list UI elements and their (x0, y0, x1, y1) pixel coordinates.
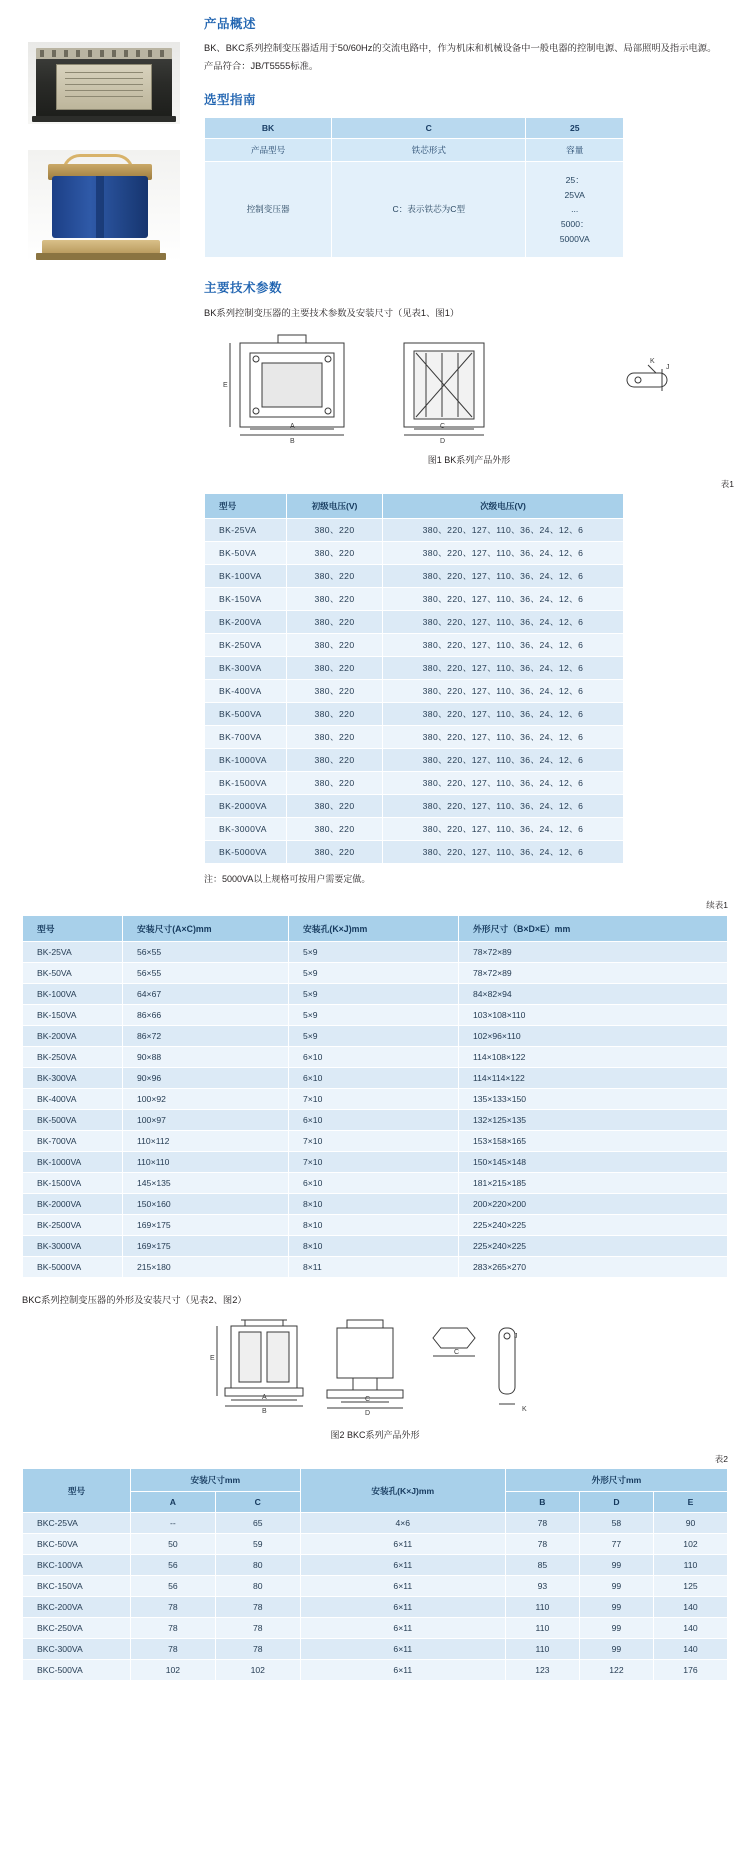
table-row (23, 1555, 728, 1576)
cell-model: BK-250VA (205, 634, 287, 657)
table-1-th-primary: 初级电压(V) (287, 494, 383, 519)
cell-a: 78 (131, 1597, 216, 1618)
cell-hole: 5×9 (289, 942, 459, 963)
cell-hole: 6×10 (289, 1068, 459, 1089)
cell-primary: 380、220 (287, 703, 383, 726)
cell-d: 99 (579, 1576, 653, 1597)
th-model: 型号 (23, 916, 123, 942)
cell-outline: 283×265×270 (459, 1257, 728, 1278)
cell-model: BK-2500VA (23, 1215, 123, 1236)
top-section (22, 14, 734, 885)
figure-1-svg (204, 329, 734, 447)
table-row (23, 1110, 728, 1131)
cell-model: BK-25VA (23, 942, 123, 963)
cell-mounting: 64×67 (123, 984, 289, 1005)
bkc-base-clamp (42, 240, 160, 254)
table-row (205, 657, 624, 680)
cell-secondary: 380、220、127、110、36、24、12、6 (383, 772, 624, 795)
cell-hole: 6×10 (289, 1173, 459, 1194)
cell-hole: 8×10 (289, 1194, 459, 1215)
th-mounting-hole: 安装孔(K×J)mm (289, 916, 459, 942)
cell-hole: 8×10 (289, 1236, 459, 1257)
cell-hole: 6×11 (300, 1534, 505, 1555)
cell-model: BK-50VA (205, 542, 287, 565)
cell-mounting: 90×88 (123, 1047, 289, 1068)
cell-model: BK-700VA (23, 1131, 123, 1152)
cell-model: BK-100VA (23, 984, 123, 1005)
cell-model: BK-2000VA (23, 1194, 123, 1215)
table-row (23, 984, 728, 1005)
capacity-line-4: 5000： (560, 218, 589, 229)
cell-model: BKC-500VA (23, 1660, 131, 1681)
capacity-line-3: ... (571, 204, 579, 215)
selection-header-row (205, 118, 624, 139)
cell-mounting: 150×160 (123, 1194, 289, 1215)
cell-outline: 84×82×94 (459, 984, 728, 1005)
selection-header-bk: BK (205, 118, 332, 139)
cell-primary: 380、220 (287, 795, 383, 818)
table-row (205, 634, 624, 657)
cell-hole: 7×10 (289, 1152, 459, 1173)
cell-model: BK-200VA (23, 1026, 123, 1047)
cell-a: 56 (131, 1576, 216, 1597)
cell-hole: 6×11 (300, 1660, 505, 1681)
selection-sub-core: 铁芯形式 (332, 139, 526, 162)
table-row (205, 772, 624, 795)
cell-d: 77 (579, 1534, 653, 1555)
capacity-line-5: 5000VA (559, 233, 590, 244)
cell-e: 110 (653, 1555, 727, 1576)
th-b: B (505, 1492, 579, 1513)
table-row (23, 942, 728, 963)
cell-model: BKC-25VA (23, 1513, 131, 1534)
cell-c: 65 (215, 1513, 300, 1534)
product-photo-column (22, 14, 198, 262)
table-1-th-model: 型号 (205, 494, 287, 519)
table-row (205, 611, 624, 634)
table-row (205, 749, 624, 772)
table-row (23, 1660, 728, 1681)
cell-mounting: 90×96 (123, 1068, 289, 1089)
cell-mounting: 86×72 (123, 1026, 289, 1047)
th-e: E (653, 1492, 727, 1513)
cell-model: BKC-100VA (23, 1555, 131, 1576)
cell-outline: 200×220×200 (459, 1194, 728, 1215)
table-1-header-row (205, 494, 624, 519)
selection-body-core: C：表示铁芯为C型 (332, 162, 526, 258)
cell-e: 90 (653, 1513, 727, 1534)
selection-body-capacity (526, 162, 624, 258)
selection-sub-capacity: 容量 (526, 139, 624, 162)
table-row (205, 841, 624, 864)
cell-secondary: 380、220、127、110、36、24、12、6 (383, 726, 624, 749)
cell-hole: 7×10 (289, 1131, 459, 1152)
svg-text:E: E (210, 1355, 215, 1363)
figure-1-caption: 图1 BK系列产品外形 (427, 455, 511, 466)
cell-model: BKC-150VA (23, 1576, 131, 1597)
overview-text (204, 41, 734, 74)
bk-mounting-foot (32, 116, 176, 122)
cell-d: 99 (579, 1597, 653, 1618)
cell-outline: 114×108×122 (459, 1047, 728, 1068)
cell-outline: 114×114×122 (459, 1068, 728, 1089)
cell-model: BK-2000VA (205, 795, 287, 818)
cell-model: BK-3000VA (23, 1236, 123, 1257)
cell-d: 122 (579, 1660, 653, 1681)
cell-b: 123 (505, 1660, 579, 1681)
table-1-cont-label: 续表1 (706, 900, 728, 911)
table-row (23, 1026, 728, 1047)
cell-model: BK-700VA (205, 726, 287, 749)
cell-primary: 380、220 (287, 657, 383, 680)
cell-primary: 380、220 (287, 772, 383, 795)
cell-primary: 380、220 (287, 542, 383, 565)
cell-hole: 6×10 (289, 1047, 459, 1068)
cell-e: 102 (653, 1534, 727, 1555)
cell-mounting: 145×135 (123, 1173, 289, 1194)
capacity-line-2: 25VA (564, 189, 585, 200)
cell-hole: 5×9 (289, 984, 459, 1005)
selection-header-25: 25 (526, 118, 624, 139)
svg-text:K: K (650, 358, 655, 366)
table-row (23, 1513, 728, 1534)
cell-outline: 78×72×89 (459, 963, 728, 984)
cell-model: BK-300VA (23, 1068, 123, 1089)
cell-model: BK-500VA (205, 703, 287, 726)
overview-paragraph-2: 产品符合：JB/T5555标准。 (204, 61, 319, 72)
cell-hole: 8×11 (289, 1257, 459, 1278)
cell-c: 80 (215, 1555, 300, 1576)
cell-b: 110 (505, 1597, 579, 1618)
table-row (23, 1194, 728, 1215)
cell-outline: 102×96×110 (459, 1026, 728, 1047)
table-row (205, 818, 624, 841)
cell-a: -- (131, 1513, 216, 1534)
cell-e: 140 (653, 1618, 727, 1639)
cell-c: 59 (215, 1534, 300, 1555)
table-2-body (23, 1513, 728, 1681)
table-row (23, 1068, 728, 1089)
table-row (23, 1236, 728, 1257)
cell-secondary: 380、220、127、110、36、24、12、6 (383, 657, 624, 680)
cell-e: 140 (653, 1639, 727, 1660)
cell-outline: 150×145×148 (459, 1152, 728, 1173)
selection-heading: 选型指南 (204, 93, 257, 108)
svg-text:K: K (522, 1406, 527, 1414)
cell-model: BK-5000VA (205, 841, 287, 864)
cell-hole: 6×11 (300, 1618, 505, 1639)
cell-model: BKC-250VA (23, 1618, 131, 1639)
cell-mounting: 56×55 (123, 963, 289, 984)
table-2-group-header-row (23, 1469, 728, 1492)
svg-text:E: E (223, 382, 228, 390)
product-photo-bk (28, 42, 180, 124)
table-row (205, 519, 624, 542)
table-1-bk-voltages (204, 493, 624, 864)
cell-hole: 6×11 (300, 1639, 505, 1660)
cell-hole: 5×9 (289, 1005, 459, 1026)
th-d: D (579, 1492, 653, 1513)
cell-d: 58 (579, 1513, 653, 1534)
cell-secondary: 380、220、127、110、36、24、12、6 (383, 795, 624, 818)
table-row (23, 1576, 728, 1597)
table-row (205, 542, 624, 565)
selection-body-row (205, 162, 624, 258)
cell-b: 110 (505, 1639, 579, 1660)
table-1-label: 表1 (720, 479, 734, 490)
cell-model: BK-500VA (23, 1110, 123, 1131)
th-mounting-size: 安装尺寸mm (131, 1469, 301, 1492)
selection-sub-model: 产品型号 (205, 139, 332, 162)
params-intro: BK系列控制变压器的主要技术参数及安装尺寸（见表1、图1） (204, 308, 460, 319)
table-row (23, 1047, 728, 1068)
overview-paragraph-1: BK、BKC系列控制变压器适用于50/60Hz的交流电路中，作为机床和机械设备中一般电器的控制电源、局部照明及指示电源。 (204, 43, 717, 53)
th-mounting-hole: 安装孔(K×J)mm (300, 1469, 505, 1513)
cell-primary: 380、220 (287, 565, 383, 588)
cell-model: BK-3000VA (205, 818, 287, 841)
overview-column (198, 14, 734, 885)
figure-2-drawings (22, 1312, 728, 1424)
cell-outline: 78×72×89 (459, 942, 728, 963)
cell-outline: 225×240×225 (459, 1236, 728, 1257)
table-row (205, 795, 624, 818)
cell-mounting: 56×55 (123, 942, 289, 963)
cell-model: BK-1500VA (23, 1173, 123, 1194)
cell-secondary: 380、220、127、110、36、24、12、6 (383, 680, 624, 703)
svg-text:J: J (666, 364, 670, 372)
bk-terminal-strip (36, 48, 172, 59)
cell-secondary: 380、220、127、110、36、24、12、6 (383, 588, 624, 611)
cell-model: BKC-200VA (23, 1597, 131, 1618)
table-1-note: 注：5000VA以上规格可按用户需要定做。 (204, 874, 371, 885)
cell-hole: 6×11 (300, 1555, 505, 1576)
cell-model: BK-1500VA (205, 772, 287, 795)
cell-a: 78 (131, 1639, 216, 1660)
cell-model: BK-50VA (23, 963, 123, 984)
table-1-th-secondary: 次级电压(V) (383, 494, 624, 519)
table-row (23, 1152, 728, 1173)
bkc-mounting-foot (36, 253, 166, 260)
cell-outline: 103×108×110 (459, 1005, 728, 1026)
cell-primary: 380、220 (287, 726, 383, 749)
cell-e: 125 (653, 1576, 727, 1597)
cell-c: 78 (215, 1597, 300, 1618)
cell-model: BK-150VA (205, 588, 287, 611)
cell-a: 102 (131, 1660, 216, 1681)
overview-heading: 产品概述 (204, 17, 257, 31)
cell-outline: 225×240×225 (459, 1215, 728, 1236)
cell-model: BK-5000VA (23, 1257, 123, 1278)
table-row (23, 1597, 728, 1618)
capacity-line-1: 25： (565, 175, 584, 186)
th-outline-size: 外形尺寸mm (505, 1469, 727, 1492)
cell-hole: 7×10 (289, 1089, 459, 1110)
cell-primary: 380、220 (287, 841, 383, 864)
cell-hole: 5×9 (289, 1026, 459, 1047)
cell-mounting: 169×175 (123, 1215, 289, 1236)
cell-b: 85 (505, 1555, 579, 1576)
table-1-continued-dimensions (22, 915, 728, 1278)
cell-d: 99 (579, 1639, 653, 1660)
cell-primary: 380、220 (287, 588, 383, 611)
selection-header-c: C (332, 118, 526, 139)
cell-hole: 6×11 (300, 1597, 505, 1618)
cell-primary: 380、220 (287, 611, 383, 634)
cell-e: 176 (653, 1660, 727, 1681)
table-row (23, 1257, 728, 1278)
cell-model: BK-1000VA (205, 749, 287, 772)
table-row (23, 1005, 728, 1026)
cell-b: 78 (505, 1513, 579, 1534)
th-outline-size: 外形尺寸（B×D×E）mm (459, 916, 728, 942)
cell-c: 78 (215, 1639, 300, 1660)
figure-2-svg (22, 1312, 728, 1422)
svg-text:C: C (454, 1349, 460, 1357)
cell-secondary: 380、220、127、110、36、24、12、6 (383, 818, 624, 841)
bkc-intro: BKC系列控制变压器的外形及安装尺寸（见表2、图2） (22, 1295, 247, 1306)
svg-text:C: C (365, 1396, 371, 1404)
table-row (205, 726, 624, 749)
cell-e: 140 (653, 1597, 727, 1618)
cell-c: 78 (215, 1618, 300, 1639)
svg-text:A: A (262, 1394, 267, 1402)
th-model: 型号 (23, 1469, 131, 1513)
bk-transformer-core (56, 64, 152, 110)
table-row (23, 1089, 728, 1110)
table-row (23, 1173, 728, 1194)
svg-text:C: C (440, 423, 446, 431)
th-c: C (215, 1492, 300, 1513)
params-heading: 主要技术参数 (204, 281, 283, 296)
cell-primary: 380、220 (287, 519, 383, 542)
cell-hole: 5×9 (289, 963, 459, 984)
cell-secondary: 380、220、127、110、36、24、12、6 (383, 841, 624, 864)
table-row (23, 1215, 728, 1236)
table-row (23, 1131, 728, 1152)
cell-model: BK-400VA (23, 1089, 123, 1110)
cell-c: 102 (215, 1660, 300, 1681)
cell-outline: 135×133×150 (459, 1089, 728, 1110)
table-row (23, 1618, 728, 1639)
cell-d: 99 (579, 1555, 653, 1576)
figure-1-drawings (204, 329, 734, 449)
cell-mounting: 110×110 (123, 1152, 289, 1173)
table-2-bkc-dimensions (22, 1468, 728, 1681)
cell-hole: 6×10 (289, 1110, 459, 1131)
table-1-body (205, 519, 624, 864)
table-1-cont-header-row (23, 916, 728, 942)
cell-outline: 181×215×185 (459, 1173, 728, 1194)
cell-model: BK-250VA (23, 1047, 123, 1068)
cell-a: 50 (131, 1534, 216, 1555)
cell-a: 56 (131, 1555, 216, 1576)
cell-a: 78 (131, 1618, 216, 1639)
cell-primary: 380、220 (287, 749, 383, 772)
selection-body-model: 控制变压器 (205, 162, 332, 258)
cell-secondary: 380、220、127、110、36、24、12、6 (383, 634, 624, 657)
cell-d: 99 (579, 1618, 653, 1639)
th-a: A (131, 1492, 216, 1513)
cell-model: BK-25VA (205, 519, 287, 542)
selection-subheader-row (205, 139, 624, 162)
table-row (23, 1534, 728, 1555)
table-row (205, 680, 624, 703)
figure-2-caption: 图2 BKC系列产品外形 (330, 1430, 420, 1441)
cell-mounting: 169×175 (123, 1236, 289, 1257)
svg-text:A: A (290, 423, 295, 431)
cell-hole: 8×10 (289, 1215, 459, 1236)
cell-model: BKC-300VA (23, 1639, 131, 1660)
cell-hole: 6×11 (300, 1576, 505, 1597)
svg-text:B: B (290, 438, 295, 446)
table-row (23, 1639, 728, 1660)
cell-mounting: 86×66 (123, 1005, 289, 1026)
cell-primary: 380、220 (287, 680, 383, 703)
cell-model: BK-300VA (205, 657, 287, 680)
table-row (23, 963, 728, 984)
cell-mounting: 110×112 (123, 1131, 289, 1152)
cell-outline: 132×125×135 (459, 1110, 728, 1131)
cell-secondary: 380、220、127、110、36、24、12、6 (383, 611, 624, 634)
cell-c: 80 (215, 1576, 300, 1597)
cell-hole: 4×6 (300, 1513, 505, 1534)
cell-primary: 380、220 (287, 818, 383, 841)
svg-text:J: J (514, 1333, 518, 1341)
cell-secondary: 380、220、127、110、36、24、12、6 (383, 519, 624, 542)
cell-model: BK-200VA (205, 611, 287, 634)
svg-text:D: D (440, 438, 446, 446)
cell-secondary: 380、220、127、110、36、24、12、6 (383, 565, 624, 588)
cell-outline: 153×158×165 (459, 1131, 728, 1152)
th-mounting-size: 安装尺寸(A×C)mm (123, 916, 289, 942)
cell-model: BK-1000VA (23, 1152, 123, 1173)
cell-model: BK-400VA (205, 680, 287, 703)
cell-secondary: 380、220、127、110、36、24、12、6 (383, 542, 624, 565)
cell-mounting: 100×97 (123, 1110, 289, 1131)
cell-mounting: 100×92 (123, 1089, 289, 1110)
cell-model: BKC-50VA (23, 1534, 131, 1555)
table-row (205, 588, 624, 611)
cell-b: 93 (505, 1576, 579, 1597)
table-2-label: 表2 (714, 1454, 728, 1465)
table-row (205, 703, 624, 726)
cell-b: 110 (505, 1618, 579, 1639)
selection-guide-table (204, 117, 624, 258)
cell-secondary: 380、220、127、110、36、24、12、6 (383, 749, 624, 772)
table-1-cont-body (23, 942, 728, 1278)
cell-secondary: 380、220、127、110、36、24、12、6 (383, 703, 624, 726)
svg-text:D: D (365, 1410, 371, 1418)
product-photo-bkc (28, 150, 180, 262)
cell-primary: 380、220 (287, 634, 383, 657)
svg-text:B: B (262, 1408, 267, 1416)
cell-model: BK-100VA (205, 565, 287, 588)
bkc-coil (52, 176, 148, 238)
table-row (205, 565, 624, 588)
cell-model: BK-150VA (23, 1005, 123, 1026)
cell-mounting: 215×180 (123, 1257, 289, 1278)
cell-b: 78 (505, 1534, 579, 1555)
